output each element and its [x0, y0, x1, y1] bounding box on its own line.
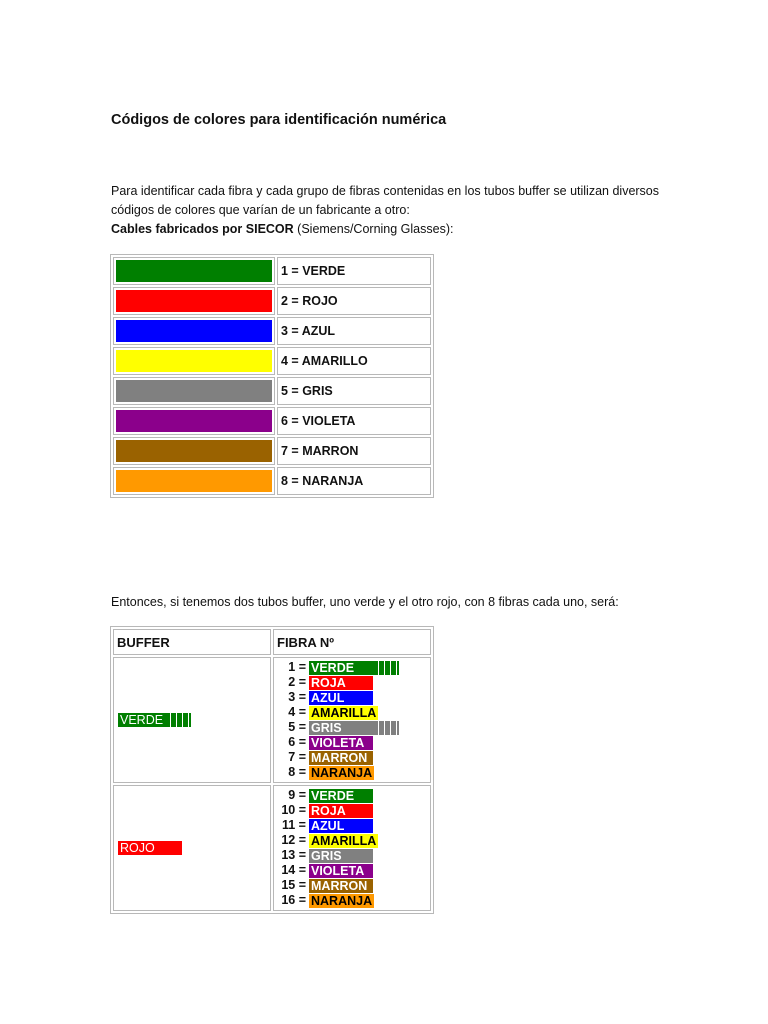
table-row [113, 467, 431, 495]
fiber-number: 13 = [281, 848, 306, 862]
fiber-color-chip: VERDE [309, 789, 373, 803]
fiber-color-chip: ROJA [309, 804, 373, 818]
color-label: 2 = ROJO [277, 287, 431, 315]
fiber-color-chip: GRIS [309, 849, 373, 863]
color-swatch-cell [113, 437, 275, 465]
fiber-row [278, 893, 430, 908]
fiber-row [278, 863, 430, 878]
table-row [113, 377, 431, 405]
fiber-number: 10 = [281, 803, 306, 817]
fiber-list-cell [273, 657, 431, 783]
fiber-row [278, 720, 430, 735]
fiber-color-chip: MARRON [309, 751, 373, 765]
color-swatch-cell [113, 407, 275, 435]
color-swatch [116, 320, 272, 342]
intro-line-2: códigos de colores que varían de un fabricante a otro: [111, 203, 410, 217]
fiber-color-chip: NARANJA [311, 893, 373, 908]
color-label: 3 = AZUL [277, 317, 431, 345]
fiber-row [278, 788, 430, 803]
fiber-number: 2 = [288, 675, 306, 689]
color-swatch [116, 470, 272, 492]
color-swatch-cell [113, 377, 275, 405]
stripe-marks [373, 661, 399, 675]
fiber-number: 16 = [281, 893, 306, 907]
color-swatch [116, 380, 272, 402]
manufacturer-name: Cables fabricados por SIECOR [111, 222, 294, 236]
fiber-row [278, 765, 430, 780]
buffer-cell [113, 657, 271, 783]
fiber-row [278, 803, 430, 818]
buffer-row [113, 785, 431, 911]
fiber-color-chip: AMARILLA [311, 833, 377, 848]
table-row [113, 287, 431, 315]
fiber-row [278, 705, 430, 720]
color-swatch-cell [113, 317, 275, 345]
color-swatch [116, 290, 272, 312]
color-label: 6 = VIOLETA [277, 407, 431, 435]
fiber-row [278, 660, 430, 675]
header-fibra: FIBRA Nº [273, 629, 431, 655]
color-label: 1 = VERDE [277, 257, 431, 285]
example-paragraph: Entonces, si tenemos dos tubos buffer, uno verde y el otro rojo, con 8 fibras cada uno, será: [111, 595, 619, 609]
fiber-number: 4 = [288, 705, 306, 719]
table-row [113, 407, 431, 435]
fiber-number: 9 = [288, 788, 306, 802]
buffer-fiber-table [110, 626, 434, 914]
fiber-number: 12 = [281, 833, 306, 847]
fiber-row [278, 833, 430, 848]
fiber-color-chip: VIOLETA [309, 864, 373, 878]
buffer-cell [113, 785, 271, 911]
fiber-color-chip: AZUL [309, 691, 373, 705]
fiber-color-chip: AMARILLA [311, 705, 377, 720]
intro-line-3 [111, 220, 681, 239]
fiber-color-chip: AZUL [309, 819, 373, 833]
fiber-number: 5 = [288, 720, 306, 734]
color-swatch-cell [113, 257, 275, 285]
fiber-row [278, 878, 430, 893]
intro-line-1: Para identificar cada fibra y cada grupo de fibras contenidas en los tubos buffer se utilizan diversos [111, 184, 660, 198]
fiber-row [278, 848, 430, 863]
color-swatch-cell [113, 347, 275, 375]
color-label: 8 = NARANJA [277, 467, 431, 495]
color-swatch [116, 440, 272, 462]
table-row [113, 317, 431, 345]
color-label: 4 = AMARILLO [277, 347, 431, 375]
fiber-row [278, 735, 430, 750]
fiber-number: 1 = [288, 660, 306, 674]
buffer-row [113, 657, 431, 783]
fiber-color-chip: ROJA [309, 676, 373, 690]
fiber-color-chip: GRIS [309, 721, 373, 735]
fiber-color-chip: MARRON [309, 879, 373, 893]
stripe-marks [165, 713, 191, 727]
fiber-color-chip: VIOLETA [309, 736, 373, 750]
intro-paragraph [111, 182, 681, 239]
page-title: Códigos de colores para identificación numérica [111, 112, 447, 128]
fiber-number: 8 = [288, 765, 306, 779]
fiber-number: 3 = [288, 690, 306, 704]
table-header-row [113, 629, 431, 655]
buffer-color-chip: ROJO [118, 841, 182, 855]
fiber-number: 15 = [281, 878, 306, 892]
stripe-marks [373, 721, 399, 735]
fiber-row [278, 675, 430, 690]
fiber-number: 14 = [281, 863, 306, 877]
manufacturer-detail: (Siemens/Corning Glasses): [293, 222, 454, 236]
fiber-color-chip: VERDE [309, 661, 373, 675]
fiber-color-chip: NARANJA [311, 765, 373, 780]
buffer-color-chip: VERDE [120, 713, 164, 727]
fiber-row [278, 690, 430, 705]
fiber-row [278, 818, 430, 833]
color-swatch [116, 410, 272, 432]
header-buffer: BUFFER [113, 629, 271, 655]
color-swatch [116, 260, 272, 282]
color-swatch-cell [113, 467, 275, 495]
color-swatch [116, 350, 272, 372]
color-label: 7 = MARRON [277, 437, 431, 465]
table-row [113, 257, 431, 285]
table-row [113, 347, 431, 375]
table-row [113, 437, 431, 465]
color-swatch-cell [113, 287, 275, 315]
fiber-list-cell [273, 785, 431, 911]
color-label: 5 = GRIS [277, 377, 431, 405]
fiber-number: 7 = [288, 750, 306, 764]
fiber-number: 11 = [282, 818, 306, 832]
color-code-table [110, 254, 434, 498]
fiber-row [278, 750, 430, 765]
fiber-number: 6 = [288, 735, 306, 749]
